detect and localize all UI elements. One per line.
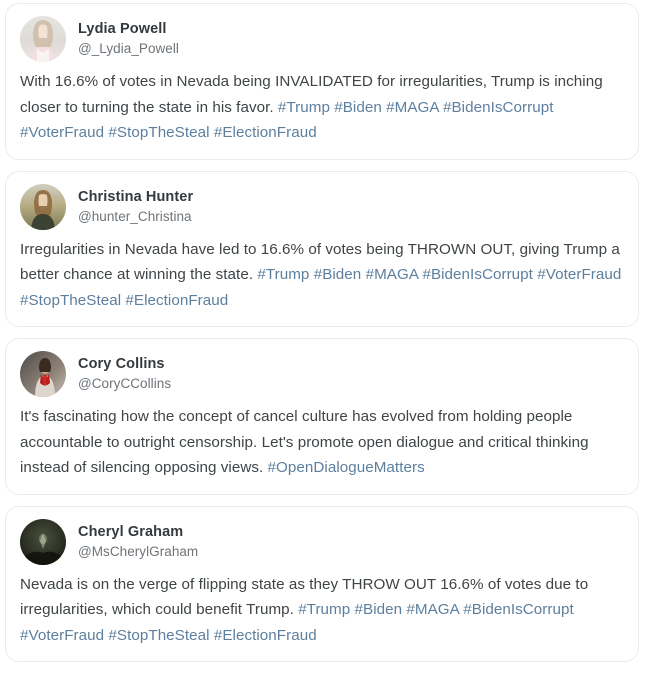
hashtag-link[interactable]: #StopTheSteal xyxy=(108,124,210,141)
hashtag-link[interactable]: #OpenDialogueMatters xyxy=(267,459,425,476)
author-name-3[interactable]: Cory Collins xyxy=(78,356,165,373)
hashtag-link[interactable]: #Trump xyxy=(298,601,351,618)
author-name-4[interactable]: Cheryl Graham xyxy=(78,523,184,540)
tweet-card-1[interactable] xyxy=(5,3,639,160)
avatar-christina-hunter-icon[interactable] xyxy=(20,184,66,230)
hashtag-link[interactable]: #Biden xyxy=(354,601,403,618)
author-handle-1[interactable]: @_Lydia_Powell xyxy=(78,41,179,57)
tweet-text-run: Irregularities in Nevada have led to 16.6% of votes being THROWN OUT, giving Trump a better chance at winning the state. xyxy=(20,240,620,283)
hashtag-link[interactable]: #ElectionFraud xyxy=(213,626,317,644)
hashtag-link[interactable]: #Trump xyxy=(257,266,310,283)
hashtag-link[interactable]: #StopTheSteal xyxy=(20,291,122,309)
hashtag-link[interactable]: #BidenIsCorrupt xyxy=(422,266,533,283)
tweet-body-2 xyxy=(20,237,624,314)
hashtag-link[interactable]: #MAGA xyxy=(365,266,419,283)
tweet-card-3[interactable] xyxy=(5,338,639,495)
tweet-card-4[interactable] xyxy=(5,506,639,663)
author-block xyxy=(78,356,171,391)
hashtag-link[interactable]: #Biden xyxy=(334,98,382,116)
avatar-cory-collins-icon[interactable] xyxy=(20,351,66,397)
hashtag-link[interactable]: #MAGA xyxy=(406,601,459,618)
hashtag-link[interactable]: #ElectionFraud xyxy=(213,124,317,141)
tweet-header xyxy=(20,518,624,566)
tweet-text-run: Nevada is on the verge of flipping state as they THROW OUT 16.6% of votes due to irregularities, which could benefit Trump. xyxy=(20,575,589,618)
hashtag-link[interactable]: #MAGA xyxy=(386,98,439,116)
tweet-text-run: With 16.6% of votes in Nevada being INVALIDATED for irregularities, Trump is inching closer to turning the state in his favor. xyxy=(20,73,603,116)
hashtag-link[interactable]: #Biden xyxy=(313,266,362,283)
tweet-text-run: It's fascinating how the concept of cancel culture has evolved from holding people accountable to outright censorship. Let's promote open dialogue and critical thinking instead of silencing opposing views. xyxy=(20,408,589,476)
tweet-body-4 xyxy=(20,572,624,649)
author-name-1[interactable]: Lydia Powell xyxy=(78,21,167,38)
author-handle-2[interactable]: @hunter_Christina xyxy=(78,208,192,224)
avatar-lydia-powell-icon[interactable] xyxy=(20,16,66,62)
avatar-cheryl-graham-icon[interactable] xyxy=(20,519,66,565)
author-name-2[interactable]: Christina Hunter xyxy=(78,188,194,205)
hashtag-link[interactable]: #ElectionFraud xyxy=(125,291,229,309)
hashtag-link[interactable]: #VoterFraud xyxy=(537,266,622,283)
author-block xyxy=(78,189,193,224)
tweet-header xyxy=(20,350,624,398)
tweet-header xyxy=(20,183,624,231)
author-handle-4[interactable]: @MsCherylGraham xyxy=(78,543,199,559)
tweet-header xyxy=(20,15,624,63)
author-block xyxy=(78,21,179,56)
hashtag-link[interactable]: #Trump xyxy=(277,98,330,116)
author-block xyxy=(78,524,198,559)
hashtag-link[interactable]: #BidenIsCorrupt xyxy=(463,601,574,618)
hashtag-link[interactable]: #BidenIsCorrupt xyxy=(443,98,554,116)
hashtag-link[interactable]: #VoterFraud xyxy=(20,124,105,141)
tweet-body-1 xyxy=(20,69,624,146)
author-handle-3[interactable]: @CoryCCollins xyxy=(78,376,172,392)
tweet-body-3 xyxy=(20,404,624,481)
tweet-card-2[interactable] xyxy=(5,171,639,328)
hashtag-link[interactable]: #StopTheSteal xyxy=(108,626,210,644)
hashtag-link[interactable]: #VoterFraud xyxy=(20,626,105,644)
